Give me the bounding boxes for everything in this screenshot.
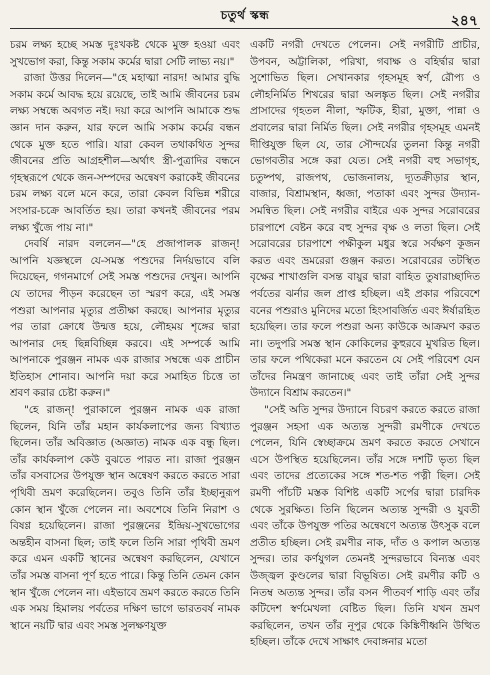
paragraph: একটি নগরী দেখতে পেলেন। সেই নগরীটি প্রাচীর, উপবন, অট্টালিকা, পরিখা, গবাক্ষ ও বহির্দ্বার দ্বারা সুশোভিত ছিল। সেখানকার গৃহসমূহ স্বর্ণ, রৌপ্য ও লৌহনির্মিত শিখরের দ্বারা অলঙ্কৃত ছিল। সেই নগরীর প্রাসাদের গৃহতল নীলা, স্ফটিক, হীরা, মুক্তা, পান্না ও প্রবালের দ্বারা নির্মিত ছিল। সেই নগরীর গৃহসমূহ এমনই দীপ্তিযুক্ত ছিল যে, তার সৌন্দর্যের তুলনা কিন্তু নগরী ভোগবতীর সঙ্গে করা যেত। সেই নগরী বহু সভাগৃহ, চতুষ্পথ, রাজপথ, ভোজনালয়, দ্যূতক্রীড়ার স্থান, বাজার, বিশ্রামস্থান, ধ্বজা, পতাকা এবং সুন্দর উদ্যান-সমন্বিত ছিল। সেই নগরীর বাইরে এক সুন্দর সরোবরের চারপাশে বেষ্টন করে বহু সুন্দর বৃক্ষ ও লতা ছিল। সেই সরোবরের চারপাশে পক্ষীকুল মধুর স্বরে সর্বক্ষণ কূজন করত এবং ভ্রমরেরা গুঞ্জন করত। সরোবরের তটস্থিত বৃক্ষের শাখাগুলি বসন্ত বায়ুর দ্বারা বাহিত তুষারাচ্ছাদিত পর্বতের ঝর্নার জল প্রাপ্ত হচ্ছিল। এই প্রকার পরিবেশে বনের পশুরাও মুনিদের মতো হিংসাবর্জিত এবং ঈর্ষারহিত হয়েছিল। তার ফলে পশুরা অন্য কাউকে আক্রমণ করত না। তদুপরি সমস্ত স্থান কোকিলের কুহুরবে মুখরিত ছিল। তার ফলে পথিকেরা মনে করতেন যে সেই পরিবেশ যেন তাঁদের নিমন্ত্রণ জানাচ্ছে এবং তাই তাঁরা সেই সুন্দর উদ্যানে বিশ্রাম করতেন।" bbox=[250, 39, 480, 400]
paragraph: "সেই অতি সুন্দর উদ্যানে বিচরণ করতে করতে রাজা পুরঞ্জন সহসা এক অত্যন্ত সুন্দরী রমণীকে দেখতে পেলেন, যিনি স্বেচ্ছাক্রমে ভ্রমণ করতে করতে সেখানে এসে উপস্থিত হয়েছিলেন। তাঁর সঙ্গে দশটি ভৃত্য ছিল এবং তাদের প্রত্যেকের সঙ্গে শত-শত পত্নী ছিল। সেই রমণী পাঁচটি মস্তক বিশিষ্ট একটি সর্পের দ্বারা চারদিক থেকে সুরক্ষিত। তিনি ছিলেন অত্যন্ত সুন্দরী ও যুবতী এবং তাঁকে উপযুক্ত পতির অন্বেষণে অত্যন্ত উৎসুক বলে প্রতীত হচ্ছিল। সেই রমণীর নাক, দাঁত ও কপাল অত্যন্ত সুন্দর। তার কর্ণযুগল তেমনই সুন্দরভাবে বিন্যস্ত এবং উজ্জ্বল কুণ্ডলের দ্বারা বিভূষিত। সেই রমণীর কটি ও নিতম্ব অত্যন্ত সুন্দর। তাঁর বসন পীতবর্ণ শাড়ি এবং তাঁর কটিদেশ স্বর্ণমেখলা বেষ্টিত ছিল। তিনি যখন ভ্রমণ করছিলেন, তখন তাঁর নূপুর থেকে কিঙ্কিণীধ্বনি উত্থিত হচ্ছিল। তাঁকে দেখে সাক্ষাৎ দেবাঙ্গনার মতো bbox=[250, 404, 480, 649]
right-column bbox=[250, 37, 480, 669]
text-columns bbox=[10, 37, 480, 669]
left-column bbox=[10, 37, 240, 669]
page-number: ২৪৭ bbox=[450, 13, 478, 29]
running-header bbox=[10, 6, 480, 29]
paragraph: চরম লক্ষ্য হচ্ছে সমস্ত দুঃখকষ্ট থেকে মুক্ত হওয়া এবং সুখভোগ করা, কিন্তু সকাম কর্মের দ্বারা সেটি লাভ্য নয়।" bbox=[10, 39, 240, 68]
paragraph: রাজা উত্তর দিলেন—"হে মহাত্মা নারদ! আমার বুদ্ধি সকাম কর্মে আবদ্ধ হয়ে রয়েছে, তাই আমি জীবনের চরম লক্ষ্য সম্বন্ধে অবগত নই। দয়া করে আপনি আমাকে শুদ্ধ জ্ঞান দান করুন, যার ফলে আমি সকাম কর্মের বন্ধন থেকে মুক্ত হতে পারি। যারা কেবল তথাকথিত সুন্দর জীবনের প্রতি আগ্রহশীল—অর্থাৎ স্ত্রী-পুত্রাদির বন্ধনে গৃহস্থরূপে থেকে জন-সম্পদের অন্বেষণ করাকেই জীবনের চরম লক্ষ্য বলে মনে করে, তারা কেবল বিভিন্ন শরীরে সংসার-চক্রে আবর্তিত হয়। তারা কখনই জীবনের পরম লক্ষ্য খুঁজে পায় না।" bbox=[10, 72, 240, 234]
chapter-title: চতুর্থ স্কন্ধ bbox=[220, 8, 270, 22]
paragraph: দেবর্ষি নারদ বললেন—"হে প্রজাপালক রাজন্! আপনি যজ্ঞস্থলে যে-সমস্ত পশুদের নির্দয়ভাবে বলি দিয়েছেন, গগনমার্গে সেই সমস্ত পশুদের দেখুন। আপনি যে তাদের পীড়ন করেছেন তা স্মরণ করে, এই সমস্ত পশুরা আপনার মৃত্যুর প্রতীক্ষা করছে। আপনার মৃত্যুর পর তারা ক্রোধে উন্মত্ত হয়ে, লৌহময় শৃঙ্গের দ্বারা আপনার দেহ ছিন্নবিচ্ছিন্ন করবে। এই সম্পর্কে আমি আপনাকে পুরঞ্জন নামক এক রাজার সম্বন্ধে এক প্রাচীন ইতিহাস শোনাব। আপনি দয়া করে সমাহিত চিত্তে তা শ্রবণ করার চেষ্টা করুন।" bbox=[10, 238, 240, 400]
paragraph: "হে রাজন্! পুরাকালে পুরঞ্জন নামক এক রাজা ছিলেন, যিনি তাঁর মহান কার্যকলাপের জন্য বিখ্যাত ছিলেন। তাঁর অবিজ্ঞাত (অজ্ঞাত) নামক এক বন্ধু ছিল। তাঁর কার্যকলাপ কেউ বুঝতে পারত না। রাজা পুরঞ্জন তাঁর বসবাসের উপযুক্ত স্থান অন্বেষণ করতে করতে সারা পৃথিবী ভ্রমণ করেছিলেন। তবুও তিনি তাঁর ইচ্ছানুরূপ কোন স্থান খুঁজে পেলেন না। অবশেষে তিনি নিরাশ ও বিষণ্ণ হয়েছিলেন। রাজা পুরঞ্জনের ইন্দ্রিয়-সুখভোগের অন্তহীন বাসনা ছিল; তাই ফলে তিনি সারা পৃথিবী ভ্রমণ করে এমন একটি স্থানের অন্বেষণ করছিলেন, যেখানে তাঁর সমস্ত বাসনা পূর্ণ হতে পারে। কিন্তু তিনি তেমন কোন স্থান খুঁজে পেলেন না। এইভাবে ভ্রমণ করতে করতে তিনি এক সময় হিমালয় পর্বতের দক্ষিণ ভাগে ভারতবর্ষ নামক স্থানে নয়টি দ্বার এবং সমস্ত সুলক্ষণযুক্ত bbox=[10, 404, 240, 632]
